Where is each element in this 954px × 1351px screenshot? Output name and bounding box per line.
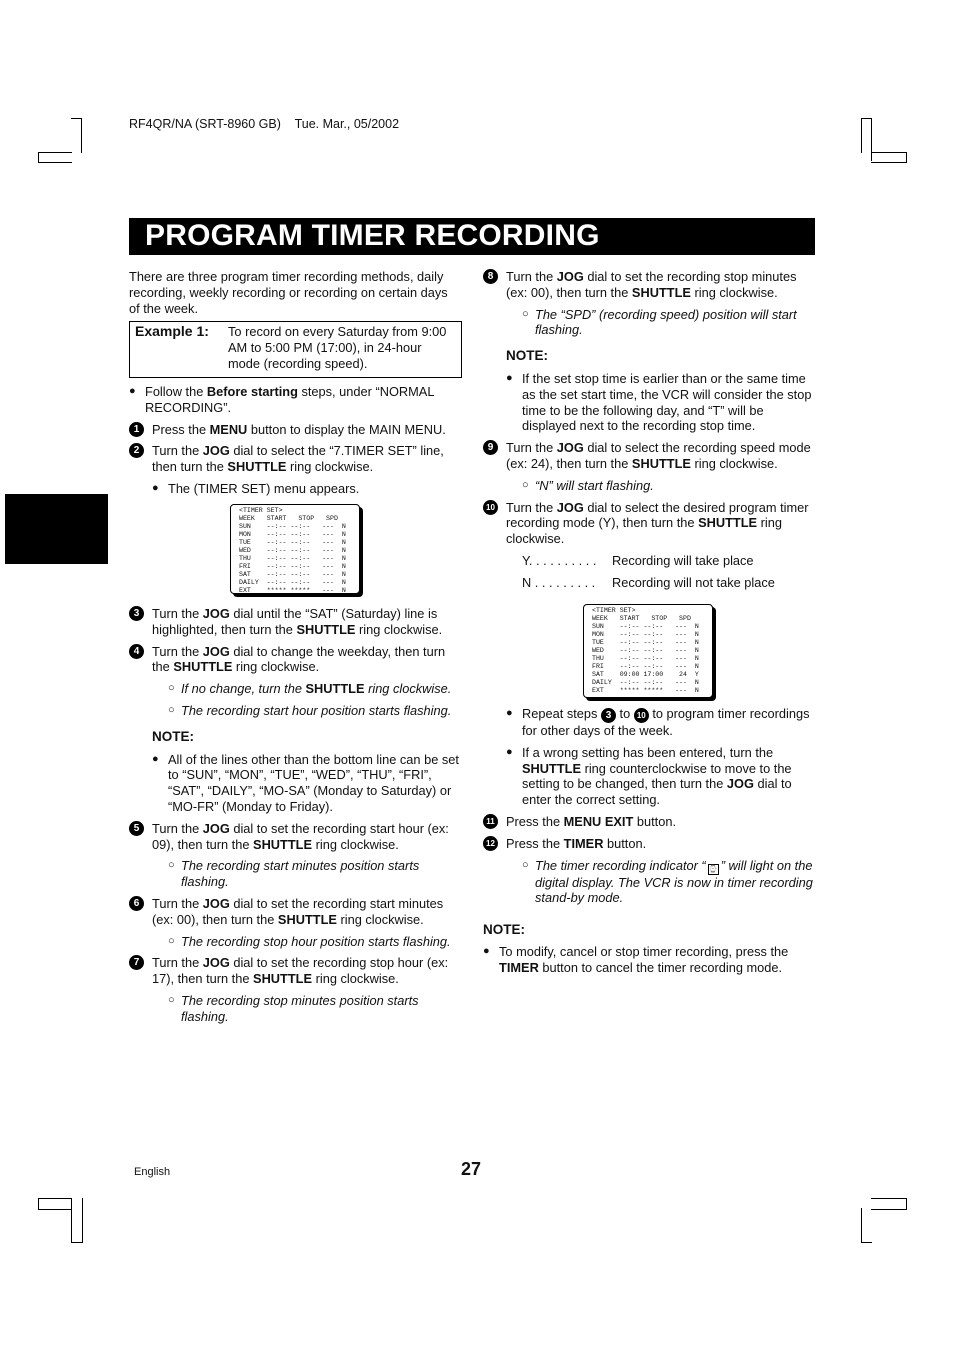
screen-row: MON --:-- --:-- --- N — [239, 531, 346, 538]
text: dial to change the weekday, then turn the — [152, 643, 446, 675]
screen-row: DAILY --:-- --:-- --- N — [592, 679, 699, 686]
text: The recording start hour position starts flashing. — [181, 702, 452, 718]
step-4 — [129, 644, 461, 676]
section-tab — [5, 494, 108, 564]
screen-row: MON --:-- --:-- --- N — [592, 631, 699, 638]
example-label: Example 1: — [135, 323, 209, 339]
timer-set-screen-1 — [230, 504, 360, 594]
circle-icon: ○ — [522, 478, 529, 491]
before-starting — [129, 384, 461, 416]
text: If no change, turn the — [181, 681, 306, 697]
text: ring clockwise. — [232, 659, 320, 675]
screen-row: TUE --:-- --:-- --- N — [239, 539, 346, 546]
text: Press the — [506, 835, 564, 851]
screen-head: WEEK START STOP SPD — [592, 615, 691, 622]
text: If a wrong setting has been entered, turn the — [522, 744, 774, 760]
step-12-sub — [483, 858, 815, 907]
step-number-icon: 6 — [129, 896, 144, 911]
mode-value: Recording will take place — [612, 552, 754, 568]
step-number-icon: 7 — [129, 955, 144, 970]
bullet-icon: ● — [506, 707, 513, 719]
step-number-icon: 10 — [634, 708, 649, 723]
step-1 — [129, 422, 461, 438]
text: ring clockwise. — [506, 515, 782, 547]
text-bold: JOG — [556, 440, 584, 456]
text-bold: JOG — [202, 606, 230, 621]
screen-row: FRI --:-- --:-- --- N — [592, 663, 699, 670]
text-bold: MENU EXIT — [563, 813, 634, 829]
text: ring clockwise. — [355, 621, 443, 637]
text-bold: Before starting — [206, 384, 298, 399]
example-text: To record on every Saturday from 9:00 AM to 5:00 PM (17:00), in 24-hour mode (recording speed). — [228, 324, 447, 371]
timer-set-screen-2 — [583, 604, 713, 698]
text: to — [615, 706, 634, 721]
text: All of the lines other than the bottom line can be set to “SUN”, “MON”, “TUE”, “WED”, “THU”, “FRI”, “SAT”, “DAILY”, “MO-SA” (Monday to Saturday) or “MO-FR” (Monday to Friday). — [168, 751, 459, 814]
step-5 — [129, 821, 461, 853]
mode-value: Recording will not take place — [612, 574, 775, 590]
text: dial to enter the correct setting. — [522, 776, 792, 808]
text: dial to select the recording speed mode (ex: 24), then turn the — [506, 440, 811, 471]
step-7-sub — [129, 993, 461, 1025]
step-9-sub — [483, 478, 815, 494]
bullet-icon: ● — [129, 385, 136, 397]
text-bold: JOG — [556, 499, 584, 515]
bullet-icon: ● — [152, 481, 159, 494]
bullet-icon: ● — [152, 752, 159, 765]
step-8-sub — [483, 307, 815, 339]
text-bold: TIMER — [563, 835, 604, 851]
right-column — [483, 269, 815, 597]
text: button. — [603, 835, 647, 851]
step-number-icon: 5 — [129, 821, 144, 836]
note-heading: NOTE: — [506, 348, 548, 364]
step-4-sub-2 — [129, 703, 461, 719]
text-bold: JOG — [202, 643, 230, 659]
screen-row: TUE --:-- --:-- --- N — [592, 639, 699, 646]
text: ring clockwise. — [286, 459, 374, 475]
screen-head: WEEK START STOP SPD — [239, 515, 338, 522]
step-2 — [129, 443, 461, 475]
text-bold: JOG — [556, 269, 584, 284]
doc-date: Tue. Mar., 05/2002 — [294, 117, 400, 131]
bullet-icon: ● — [506, 745, 513, 758]
note-2 — [483, 371, 815, 434]
text: Repeat steps — [522, 706, 601, 721]
step-number-icon: 8 — [483, 269, 498, 284]
text-bold: JOG — [202, 955, 230, 971]
step-4-sub-1 — [129, 681, 461, 697]
step-6 — [129, 896, 461, 928]
text: ring clockwise. — [312, 971, 399, 987]
text: Press the — [506, 813, 564, 829]
intro-text: There are three program timer recording methods, daily recording, weekly recording or recording on certain days of the week. — [129, 269, 448, 316]
crop-mark — [861, 1208, 872, 1243]
footer-language: English — [134, 1166, 171, 1178]
text-bold: JOG — [202, 443, 230, 459]
mode-key: N . . . . . . . . . — [522, 574, 596, 590]
step-9 — [483, 440, 815, 472]
screen-title: <TIMER SET> — [239, 507, 283, 514]
text-bold: SHUTTLE — [277, 911, 337, 927]
text: Turn the — [152, 606, 203, 621]
bullet-icon: ● — [506, 371, 513, 384]
text: ring counterclockwise to move to the setting to be changed, then turn the — [522, 760, 792, 792]
text: ring clockwise. — [690, 455, 778, 471]
circle-icon: ○ — [522, 307, 529, 320]
screen-row: FRI --:-- --:-- --- N — [239, 563, 346, 570]
text-bold: SHUTTLE — [522, 760, 582, 776]
text: dial to select the desired program timer recording mode (Y), then turn the — [506, 499, 809, 531]
step-7 — [129, 955, 461, 987]
text: dial until the “SAT” (Saturday) line is highlighted, then turn the — [152, 606, 438, 637]
text: The recording stop minutes position starts flashing. — [181, 992, 419, 1024]
text-bold: SHUTTLE — [253, 971, 313, 987]
text-bold: SHUTTLE — [631, 284, 691, 300]
text-bold: SHUTTLE — [305, 681, 365, 697]
page-number: 27 — [461, 1159, 482, 1179]
text: Turn the — [152, 955, 203, 971]
step-number-icon: 4 — [129, 644, 144, 659]
text: Turn the — [506, 269, 557, 284]
step-number-icon: 9 — [483, 440, 498, 455]
step-number-icon: 2 — [129, 443, 144, 458]
note-3 — [483, 944, 815, 976]
screen-row: EXT ***** ***** --- N — [592, 687, 699, 694]
note-1 — [129, 752, 461, 815]
text: The recording stop hour position starts flashing. — [181, 933, 451, 949]
screen-row: SUN --:-- --:-- --- N — [239, 523, 346, 530]
repeat-steps — [483, 706, 815, 739]
step-3 — [129, 606, 461, 638]
step-12 — [483, 836, 815, 852]
text: The recording start minutes position starts flashing. — [181, 858, 420, 890]
mode-y — [483, 553, 815, 569]
screen-row: SUN --:-- --:-- --- N — [592, 623, 699, 630]
text: ring clockwise. — [336, 911, 424, 927]
crop-mark — [871, 152, 907, 163]
step-number-icon: 10 — [483, 500, 498, 515]
step-10 — [483, 500, 815, 547]
screen-row: WED --:-- --:-- --- N — [592, 647, 699, 654]
doc-id: RF4QR/NA (SRT-8960 GB) — [129, 117, 281, 131]
text: The timer recording indicator “ — [535, 857, 706, 873]
text: to program timer recordings for other days of the week. — [522, 706, 810, 738]
crop-mark — [38, 152, 72, 163]
mode-n — [483, 575, 815, 591]
right-column-2 — [483, 706, 815, 982]
title-bar — [129, 218, 815, 255]
circle-icon: ○ — [168, 682, 175, 695]
crop-mark — [71, 1198, 83, 1243]
text-bold: MENU — [209, 421, 248, 437]
text: ” will light on the digital display. The VCR is now in timer recording stand-by mode. — [535, 857, 813, 906]
bullet-icon: ● — [483, 944, 490, 957]
text: dial to select the “7.TIMER SET” line, then turn the — [152, 443, 444, 475]
timer-indicator-icon: ⌚ — [708, 865, 718, 873]
left-steps — [129, 384, 461, 503]
text-bold: SHUTTLE — [296, 621, 356, 637]
text: Turn the — [506, 499, 557, 515]
text: “N” will start flashing. — [535, 477, 654, 493]
text-bold: JOG — [202, 895, 230, 911]
text-bold: JOG — [202, 820, 230, 836]
circle-icon: ○ — [168, 934, 175, 947]
screen-row: THU --:-- --:-- --- N — [592, 655, 699, 662]
text: To modify, cancel or stop timer recording, press the — [499, 943, 789, 959]
text: Turn the — [152, 820, 203, 836]
step-5-sub — [129, 858, 461, 890]
screen-title: <TIMER SET> — [592, 607, 636, 614]
circle-icon: ○ — [168, 703, 175, 716]
note-heading: NOTE: — [483, 922, 525, 938]
step-8 — [483, 269, 815, 301]
screen-row: DAILY --:-- --:-- --- N — [239, 579, 346, 586]
text-bold: SHUTTLE — [253, 836, 313, 852]
text-bold: SHUTTLE — [698, 515, 758, 531]
text: Turn the — [506, 440, 557, 456]
text: dial to set the recording start minutes (ex: 00), then turn the — [152, 895, 444, 927]
text: The (TIMER SET) menu appears. — [168, 480, 360, 496]
text: steps, under “NORMAL RECORDING”. — [145, 384, 434, 415]
crop-mark — [38, 1198, 72, 1210]
text: Follow the — [145, 384, 207, 399]
circle-icon: ○ — [522, 858, 529, 871]
note-heading: NOTE: — [152, 728, 194, 744]
text: button to cancel the timer recording mode. — [538, 959, 783, 975]
crop-mark — [871, 1198, 907, 1210]
page-title: PROGRAM TIMER RECORDING — [145, 219, 600, 252]
text: ring clockwise. — [312, 836, 399, 852]
left-steps-2 — [129, 606, 461, 1031]
crop-mark — [861, 118, 872, 153]
crop-mark — [71, 118, 82, 153]
text-bold: SHUTTLE — [631, 455, 691, 471]
text: If the set stop time is earlier than or the same time as the set start time, the VCR will consider the stop time to be the following day, and “T” will be displayed next to the recording stop time. — [522, 370, 812, 434]
step-number-icon: 11 — [483, 814, 498, 829]
example-box — [129, 321, 462, 378]
screen-row: EXT ***** ***** --- N — [239, 587, 346, 594]
wrong-setting — [483, 745, 815, 808]
step-number-icon: 1 — [129, 422, 144, 437]
circle-icon: ○ — [168, 993, 175, 1006]
text-bold: SHUTTLE — [227, 459, 287, 475]
circle-icon: ○ — [168, 859, 175, 872]
mode-key: Y. . . . . . . . . . — [522, 552, 597, 568]
screen-row: SAT 09:00 17:00 24 Y — [592, 671, 699, 678]
screen-row: THU --:-- --:-- --- N — [239, 555, 346, 562]
header-doc-id — [129, 117, 399, 131]
screen-row: WED --:-- --:-- --- N — [239, 547, 346, 554]
text: dial to set the recording start hour (ex: 09), then turn the — [152, 820, 449, 852]
step-6-sub — [129, 934, 461, 950]
step-number-icon: 3 — [129, 606, 144, 621]
text: Turn the — [152, 643, 203, 659]
text: dial to set the recording stop minutes (ex: 00), then turn the — [506, 269, 797, 300]
text-bold: TIMER — [499, 959, 539, 975]
text: ring clockwise. — [364, 681, 452, 697]
text: The “SPD” (recording speed) position will start flashing. — [535, 306, 797, 338]
step-11 — [483, 814, 815, 830]
text: button to display the MAIN MENU. — [247, 421, 446, 437]
screen-row: SAT --:-- --:-- --- N — [239, 571, 346, 578]
text: ring clockwise. — [690, 284, 778, 300]
text: Turn the — [152, 443, 203, 459]
step-number-icon: 12 — [483, 836, 498, 851]
text: Turn the — [152, 895, 203, 911]
text: dial to set the recording stop hour (ex: 17), then turn the — [152, 955, 449, 987]
text-bold: SHUTTLE — [173, 659, 233, 675]
text: Press the — [152, 421, 210, 437]
step-number-icon: 3 — [601, 708, 616, 723]
text: button. — [633, 813, 677, 829]
text-bold: JOG — [726, 776, 754, 792]
left-column — [129, 269, 461, 322]
step-2-bullet — [129, 481, 461, 497]
